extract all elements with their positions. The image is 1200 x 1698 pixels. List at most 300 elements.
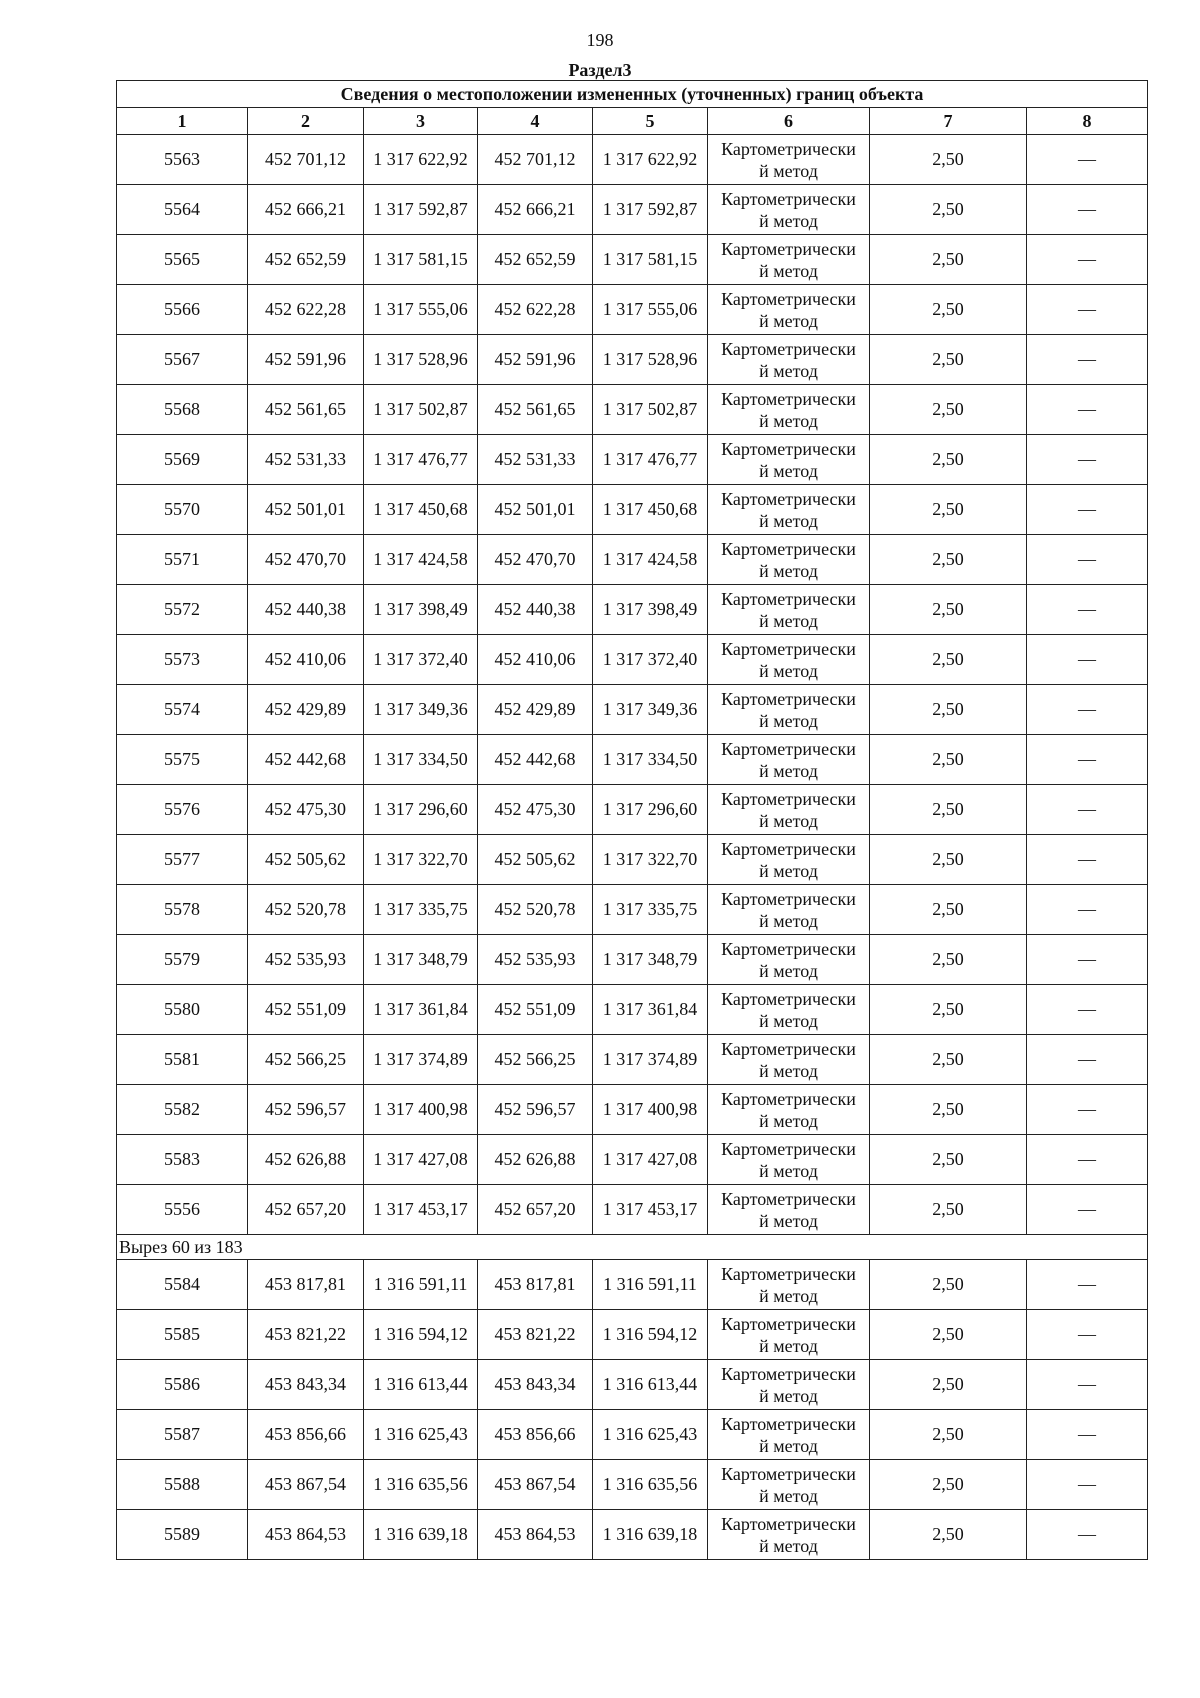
table-row xyxy=(117,1360,1148,1410)
point-number-cell: 5581 xyxy=(117,1035,248,1085)
point-number-cell: 5569 xyxy=(117,435,248,485)
note-cell: — xyxy=(1027,1260,1148,1310)
note-cell: — xyxy=(1027,235,1148,285)
method-line-1: Картометрически xyxy=(721,438,856,459)
method-line-1: Картометрически xyxy=(721,1513,856,1534)
note-cell: — xyxy=(1027,1460,1148,1510)
x-refined-cell: 452 551,09 xyxy=(478,985,593,1035)
point-number-cell: 5566 xyxy=(117,285,248,335)
accuracy-cell: 2,50 xyxy=(870,1135,1027,1185)
x-existing-cell: 453 856,66 xyxy=(248,1410,364,1460)
table-row xyxy=(117,1310,1148,1360)
table-row xyxy=(117,1460,1148,1510)
point-number-cell: 5556 xyxy=(117,1185,248,1235)
note-cell: — xyxy=(1027,885,1148,935)
y-existing-cell: 1 317 476,77 xyxy=(364,435,478,485)
accuracy-cell: 2,50 xyxy=(870,735,1027,785)
note-cell: — xyxy=(1027,1510,1148,1560)
method-line-2: й метод xyxy=(759,1285,818,1306)
x-existing-cell: 452 440,38 xyxy=(248,585,364,635)
method-line-2: й метод xyxy=(759,1210,818,1231)
y-existing-cell: 1 316 625,43 xyxy=(364,1410,478,1460)
x-refined-cell: 452 566,25 xyxy=(478,1035,593,1085)
table-row xyxy=(117,735,1148,785)
note-cell: — xyxy=(1027,685,1148,735)
y-existing-cell: 1 316 613,44 xyxy=(364,1360,478,1410)
point-number-cell: 5568 xyxy=(117,385,248,435)
table-row xyxy=(117,285,1148,335)
accuracy-cell: 2,50 xyxy=(870,1035,1027,1085)
y-existing-cell: 1 317 349,36 xyxy=(364,685,478,735)
method-line-2: й метод xyxy=(759,260,818,281)
column-number: 4 xyxy=(478,108,593,135)
point-number-cell: 5576 xyxy=(117,785,248,835)
x-existing-cell: 452 429,89 xyxy=(248,685,364,735)
note-cell: — xyxy=(1027,635,1148,685)
table-row xyxy=(117,835,1148,885)
method-cell xyxy=(708,235,870,285)
accuracy-cell: 2,50 xyxy=(870,185,1027,235)
y-refined-cell: 1 317 398,49 xyxy=(593,585,708,635)
method-line-2: й метод xyxy=(759,1335,818,1356)
method-line-1: Картометрически xyxy=(721,988,856,1009)
point-number-cell: 5580 xyxy=(117,985,248,1035)
method-cell xyxy=(708,385,870,435)
accuracy-cell: 2,50 xyxy=(870,1410,1027,1460)
y-refined-cell: 1 317 374,89 xyxy=(593,1035,708,1085)
y-refined-cell: 1 316 635,56 xyxy=(593,1460,708,1510)
x-existing-cell: 453 867,54 xyxy=(248,1460,364,1510)
accuracy-cell: 2,50 xyxy=(870,1460,1027,1510)
accuracy-cell: 2,50 xyxy=(870,1260,1027,1310)
note-cell: — xyxy=(1027,185,1148,235)
accuracy-cell: 2,50 xyxy=(870,685,1027,735)
method-cell xyxy=(708,435,870,485)
table-row xyxy=(117,535,1148,585)
accuracy-cell: 2,50 xyxy=(870,885,1027,935)
point-number-cell: 5578 xyxy=(117,885,248,935)
x-existing-cell: 453 864,53 xyxy=(248,1510,364,1560)
y-refined-cell: 1 316 594,12 xyxy=(593,1310,708,1360)
table-caption: Сведения о местоположении измененных (уточненных) границ объекта xyxy=(117,81,1148,108)
method-line-2: й метод xyxy=(759,1485,818,1506)
method-line-2: й метод xyxy=(759,160,818,181)
table-body-group-2 xyxy=(117,1260,1148,1560)
method-line-2: й метод xyxy=(759,1110,818,1131)
x-refined-cell: 452 520,78 xyxy=(478,885,593,935)
point-number-cell: 5584 xyxy=(117,1260,248,1310)
table-row xyxy=(117,785,1148,835)
table-row xyxy=(117,435,1148,485)
method-cell xyxy=(708,785,870,835)
y-refined-cell: 1 316 639,18 xyxy=(593,1510,708,1560)
method-line-1: Картометрически xyxy=(721,888,856,909)
x-existing-cell: 452 591,96 xyxy=(248,335,364,385)
y-refined-cell: 1 316 625,43 xyxy=(593,1410,708,1460)
point-number-cell: 5575 xyxy=(117,735,248,785)
point-number-cell: 5573 xyxy=(117,635,248,685)
coordinates-table xyxy=(116,80,1148,1560)
method-cell xyxy=(708,885,870,935)
method-line-2: й метод xyxy=(759,1060,818,1081)
accuracy-cell: 2,50 xyxy=(870,1085,1027,1135)
method-cell xyxy=(708,1085,870,1135)
x-refined-cell: 452 596,57 xyxy=(478,1085,593,1135)
method-line-1: Картометрически xyxy=(721,1463,856,1484)
x-refined-cell: 452 701,12 xyxy=(478,135,593,185)
method-line-2: й метод xyxy=(759,660,818,681)
table-row xyxy=(117,1135,1148,1185)
y-existing-cell: 1 317 555,06 xyxy=(364,285,478,335)
method-line-2: й метод xyxy=(759,1385,818,1406)
y-existing-cell: 1 317 400,98 xyxy=(364,1085,478,1135)
accuracy-cell: 2,50 xyxy=(870,335,1027,385)
x-refined-cell: 452 561,65 xyxy=(478,385,593,435)
y-refined-cell: 1 317 450,68 xyxy=(593,485,708,535)
point-number-cell: 5587 xyxy=(117,1410,248,1460)
accuracy-cell: 2,50 xyxy=(870,785,1027,835)
method-line-2: й метод xyxy=(759,960,818,981)
x-refined-cell: 452 652,59 xyxy=(478,235,593,285)
y-refined-cell: 1 317 361,84 xyxy=(593,985,708,1035)
method-cell xyxy=(708,1185,870,1235)
point-number-cell: 5572 xyxy=(117,585,248,635)
x-refined-cell: 452 410,06 xyxy=(478,635,593,685)
accuracy-cell: 2,50 xyxy=(870,435,1027,485)
note-cell: — xyxy=(1027,535,1148,585)
note-cell: — xyxy=(1027,285,1148,335)
point-number-cell: 5588 xyxy=(117,1460,248,1510)
y-refined-cell: 1 317 528,96 xyxy=(593,335,708,385)
x-refined-cell: 453 843,34 xyxy=(478,1360,593,1410)
note-cell: — xyxy=(1027,385,1148,435)
method-line-2: й метод xyxy=(759,210,818,231)
method-cell xyxy=(708,835,870,885)
x-refined-cell: 452 501,01 xyxy=(478,485,593,535)
x-refined-cell: 452 440,38 xyxy=(478,585,593,635)
y-existing-cell: 1 317 450,68 xyxy=(364,485,478,535)
method-line-1: Картометрически xyxy=(721,688,856,709)
y-refined-cell: 1 317 296,60 xyxy=(593,785,708,835)
y-refined-cell: 1 317 348,79 xyxy=(593,935,708,985)
method-cell xyxy=(708,1310,870,1360)
x-existing-cell: 452 505,62 xyxy=(248,835,364,885)
y-refined-cell: 1 317 424,58 xyxy=(593,535,708,585)
table-row xyxy=(117,1510,1148,1560)
accuracy-cell: 2,50 xyxy=(870,985,1027,1035)
note-cell: — xyxy=(1027,1185,1148,1235)
method-cell xyxy=(708,135,870,185)
method-line-1: Картометрически xyxy=(721,1138,856,1159)
method-line-1: Картометрически xyxy=(721,938,856,959)
note-cell: — xyxy=(1027,1035,1148,1085)
y-existing-cell: 1 317 427,08 xyxy=(364,1135,478,1185)
x-existing-cell: 452 596,57 xyxy=(248,1085,364,1135)
note-cell: — xyxy=(1027,1085,1148,1135)
table-row xyxy=(117,485,1148,535)
x-refined-cell: 452 666,21 xyxy=(478,185,593,235)
accuracy-cell: 2,50 xyxy=(870,535,1027,585)
point-number-cell: 5586 xyxy=(117,1360,248,1410)
method-line-2: й метод xyxy=(759,810,818,831)
method-line-1: Картометрически xyxy=(721,1038,856,1059)
method-cell xyxy=(708,685,870,735)
table-row xyxy=(117,985,1148,1035)
column-number: 3 xyxy=(364,108,478,135)
x-existing-cell: 453 821,22 xyxy=(248,1310,364,1360)
x-existing-cell: 452 561,65 xyxy=(248,385,364,435)
method-line-1: Картометрически xyxy=(721,838,856,859)
method-cell xyxy=(708,485,870,535)
y-existing-cell: 1 317 528,96 xyxy=(364,335,478,385)
note-cell: — xyxy=(1027,1135,1148,1185)
table-row xyxy=(117,235,1148,285)
y-refined-cell: 1 316 591,11 xyxy=(593,1260,708,1310)
section-title: Раздел3 xyxy=(568,60,632,80)
accuracy-cell: 2,50 xyxy=(870,1185,1027,1235)
method-line-1: Картометрически xyxy=(721,338,856,359)
accuracy-cell: 2,50 xyxy=(870,285,1027,335)
method-cell xyxy=(708,985,870,1035)
method-line-2: й метод xyxy=(759,1160,818,1181)
method-line-2: й метод xyxy=(759,310,818,331)
method-line-1: Картометрически xyxy=(721,1313,856,1334)
note-cell: — xyxy=(1027,335,1148,385)
y-existing-cell: 1 316 594,12 xyxy=(364,1310,478,1360)
y-existing-cell: 1 317 361,84 xyxy=(364,985,478,1035)
x-existing-cell: 452 701,12 xyxy=(248,135,364,185)
x-refined-cell: 452 429,89 xyxy=(478,685,593,735)
table-row xyxy=(117,135,1148,185)
point-number-cell: 5574 xyxy=(117,685,248,735)
x-refined-cell: 452 442,68 xyxy=(478,735,593,785)
method-line-2: й метод xyxy=(759,360,818,381)
method-line-1: Картометрически xyxy=(721,1088,856,1109)
method-cell xyxy=(708,585,870,635)
column-number: 5 xyxy=(593,108,708,135)
y-existing-cell: 1 317 334,50 xyxy=(364,735,478,785)
x-refined-cell: 452 505,62 xyxy=(478,835,593,885)
y-refined-cell: 1 317 400,98 xyxy=(593,1085,708,1135)
table-row xyxy=(117,335,1148,385)
table-row xyxy=(117,635,1148,685)
accuracy-cell: 2,50 xyxy=(870,1310,1027,1360)
accuracy-cell: 2,50 xyxy=(870,1360,1027,1410)
point-number-cell: 5570 xyxy=(117,485,248,535)
method-line-1: Картометрически xyxy=(721,738,856,759)
y-refined-cell: 1 317 427,08 xyxy=(593,1135,708,1185)
table-row xyxy=(117,1260,1148,1310)
accuracy-cell: 2,50 xyxy=(870,1510,1027,1560)
method-line-1: Картометрически xyxy=(721,1363,856,1384)
method-cell xyxy=(708,185,870,235)
point-number-cell: 5564 xyxy=(117,185,248,235)
method-cell xyxy=(708,535,870,585)
y-existing-cell: 1 317 398,49 xyxy=(364,585,478,635)
accuracy-cell: 2,50 xyxy=(870,935,1027,985)
point-number-cell: 5589 xyxy=(117,1510,248,1560)
table-row xyxy=(117,685,1148,735)
point-number-cell: 5585 xyxy=(117,1310,248,1360)
table-row xyxy=(117,1085,1148,1135)
y-refined-cell: 1 317 622,92 xyxy=(593,135,708,185)
method-line-1: Картометрически xyxy=(721,638,856,659)
y-refined-cell: 1 317 349,36 xyxy=(593,685,708,735)
x-existing-cell: 452 475,30 xyxy=(248,785,364,835)
table-row xyxy=(117,1410,1148,1460)
method-cell xyxy=(708,285,870,335)
y-existing-cell: 1 317 622,92 xyxy=(364,135,478,185)
y-refined-cell: 1 317 502,87 xyxy=(593,385,708,435)
x-existing-cell: 452 410,06 xyxy=(248,635,364,685)
y-refined-cell: 1 317 592,87 xyxy=(593,185,708,235)
method-line-2: й метод xyxy=(759,710,818,731)
x-refined-cell: 452 657,20 xyxy=(478,1185,593,1235)
x-existing-cell: 452 501,01 xyxy=(248,485,364,535)
note-cell: — xyxy=(1027,1410,1148,1460)
section-label: Вырез 60 из 183 xyxy=(117,1235,1148,1260)
method-line-2: й метод xyxy=(759,860,818,881)
accuracy-cell: 2,50 xyxy=(870,385,1027,435)
method-line-2: й метод xyxy=(759,610,818,631)
column-number: 7 xyxy=(870,108,1027,135)
x-refined-cell: 452 475,30 xyxy=(478,785,593,835)
section-label-body xyxy=(117,1235,1148,1260)
point-number-cell: 5577 xyxy=(117,835,248,885)
x-refined-cell: 453 821,22 xyxy=(478,1310,593,1360)
accuracy-cell: 2,50 xyxy=(870,635,1027,685)
method-line-1: Картометрически xyxy=(721,238,856,259)
point-number-cell: 5571 xyxy=(117,535,248,585)
method-line-2: й метод xyxy=(759,410,818,431)
accuracy-cell: 2,50 xyxy=(870,135,1027,185)
method-line-2: й метод xyxy=(759,1435,818,1456)
method-cell xyxy=(708,335,870,385)
y-refined-cell: 1 317 555,06 xyxy=(593,285,708,335)
y-existing-cell: 1 316 591,11 xyxy=(364,1260,478,1310)
point-number-cell: 5567 xyxy=(117,335,248,385)
method-cell xyxy=(708,1260,870,1310)
method-line-1: Картометрически xyxy=(721,538,856,559)
y-refined-cell: 1 317 334,50 xyxy=(593,735,708,785)
column-number: 6 xyxy=(708,108,870,135)
x-existing-cell: 452 442,68 xyxy=(248,735,364,785)
note-cell: — xyxy=(1027,735,1148,785)
y-refined-cell: 1 317 322,70 xyxy=(593,835,708,885)
note-cell: — xyxy=(1027,985,1148,1035)
note-cell: — xyxy=(1027,585,1148,635)
note-cell: — xyxy=(1027,485,1148,535)
note-cell: — xyxy=(1027,135,1148,185)
x-existing-cell: 452 626,88 xyxy=(248,1135,364,1185)
y-refined-cell: 1 317 335,75 xyxy=(593,885,708,935)
x-refined-cell: 452 470,70 xyxy=(478,535,593,585)
x-existing-cell: 452 622,28 xyxy=(248,285,364,335)
x-existing-cell: 452 535,93 xyxy=(248,935,364,985)
accuracy-cell: 2,50 xyxy=(870,485,1027,535)
x-refined-cell: 453 864,53 xyxy=(478,1510,593,1560)
accuracy-cell: 2,50 xyxy=(870,835,1027,885)
x-refined-cell: 452 591,96 xyxy=(478,335,593,385)
method-cell xyxy=(708,935,870,985)
y-refined-cell: 1 317 581,15 xyxy=(593,235,708,285)
y-existing-cell: 1 317 453,17 xyxy=(364,1185,478,1235)
method-line-2: й метод xyxy=(759,910,818,931)
method-line-1: Картометрически xyxy=(721,138,856,159)
table-row xyxy=(117,935,1148,985)
x-existing-cell: 452 551,09 xyxy=(248,985,364,1035)
x-refined-cell: 452 622,28 xyxy=(478,285,593,335)
y-existing-cell: 1 317 322,70 xyxy=(364,835,478,885)
x-existing-cell: 452 657,20 xyxy=(248,1185,364,1235)
point-number-cell: 5563 xyxy=(117,135,248,185)
method-line-2: й метод xyxy=(759,1535,818,1556)
method-cell xyxy=(708,1360,870,1410)
y-existing-cell: 1 316 635,56 xyxy=(364,1460,478,1510)
note-cell: — xyxy=(1027,1360,1148,1410)
note-cell: — xyxy=(1027,935,1148,985)
y-existing-cell: 1 317 424,58 xyxy=(364,535,478,585)
note-cell: — xyxy=(1027,785,1148,835)
y-existing-cell: 1 317 581,15 xyxy=(364,235,478,285)
method-line-1: Картометрически xyxy=(721,188,856,209)
x-existing-cell: 452 652,59 xyxy=(248,235,364,285)
method-line-1: Картометрически xyxy=(721,588,856,609)
point-number-cell: 5583 xyxy=(117,1135,248,1185)
x-existing-cell: 452 470,70 xyxy=(248,535,364,585)
column-number: 8 xyxy=(1027,108,1148,135)
x-refined-cell: 452 531,33 xyxy=(478,435,593,485)
page-number: 198 xyxy=(586,30,614,50)
y-existing-cell: 1 317 502,87 xyxy=(364,385,478,435)
x-refined-cell: 453 817,81 xyxy=(478,1260,593,1310)
method-line-2: й метод xyxy=(759,1010,818,1031)
method-line-1: Картометрически xyxy=(721,1263,856,1284)
method-cell xyxy=(708,1510,870,1560)
note-cell: — xyxy=(1027,1310,1148,1360)
accuracy-cell: 2,50 xyxy=(870,585,1027,635)
y-refined-cell: 1 317 453,17 xyxy=(593,1185,708,1235)
y-existing-cell: 1 317 348,79 xyxy=(364,935,478,985)
table-row xyxy=(117,885,1148,935)
y-existing-cell: 1 317 374,89 xyxy=(364,1035,478,1085)
y-refined-cell: 1 316 613,44 xyxy=(593,1360,708,1410)
column-number: 1 xyxy=(117,108,248,135)
point-number-cell: 5582 xyxy=(117,1085,248,1135)
method-line-2: й метод xyxy=(759,760,818,781)
method-line-1: Картометрически xyxy=(721,388,856,409)
table-body-group-1 xyxy=(117,135,1148,1235)
x-existing-cell: 453 817,81 xyxy=(248,1260,364,1310)
method-cell xyxy=(708,1035,870,1085)
x-existing-cell: 452 531,33 xyxy=(248,435,364,485)
method-cell xyxy=(708,1135,870,1185)
method-line-1: Картометрически xyxy=(721,488,856,509)
y-existing-cell: 1 316 639,18 xyxy=(364,1510,478,1560)
method-line-1: Картометрически xyxy=(721,788,856,809)
note-cell: — xyxy=(1027,435,1148,485)
method-line-2: й метод xyxy=(759,460,818,481)
x-refined-cell: 452 535,93 xyxy=(478,935,593,985)
column-number-row xyxy=(117,108,1148,135)
method-line-2: й метод xyxy=(759,560,818,581)
y-existing-cell: 1 317 592,87 xyxy=(364,185,478,235)
table-row xyxy=(117,1185,1148,1235)
accuracy-cell: 2,50 xyxy=(870,235,1027,285)
method-cell xyxy=(708,635,870,685)
y-existing-cell: 1 317 372,40 xyxy=(364,635,478,685)
x-refined-cell: 452 626,88 xyxy=(478,1135,593,1185)
